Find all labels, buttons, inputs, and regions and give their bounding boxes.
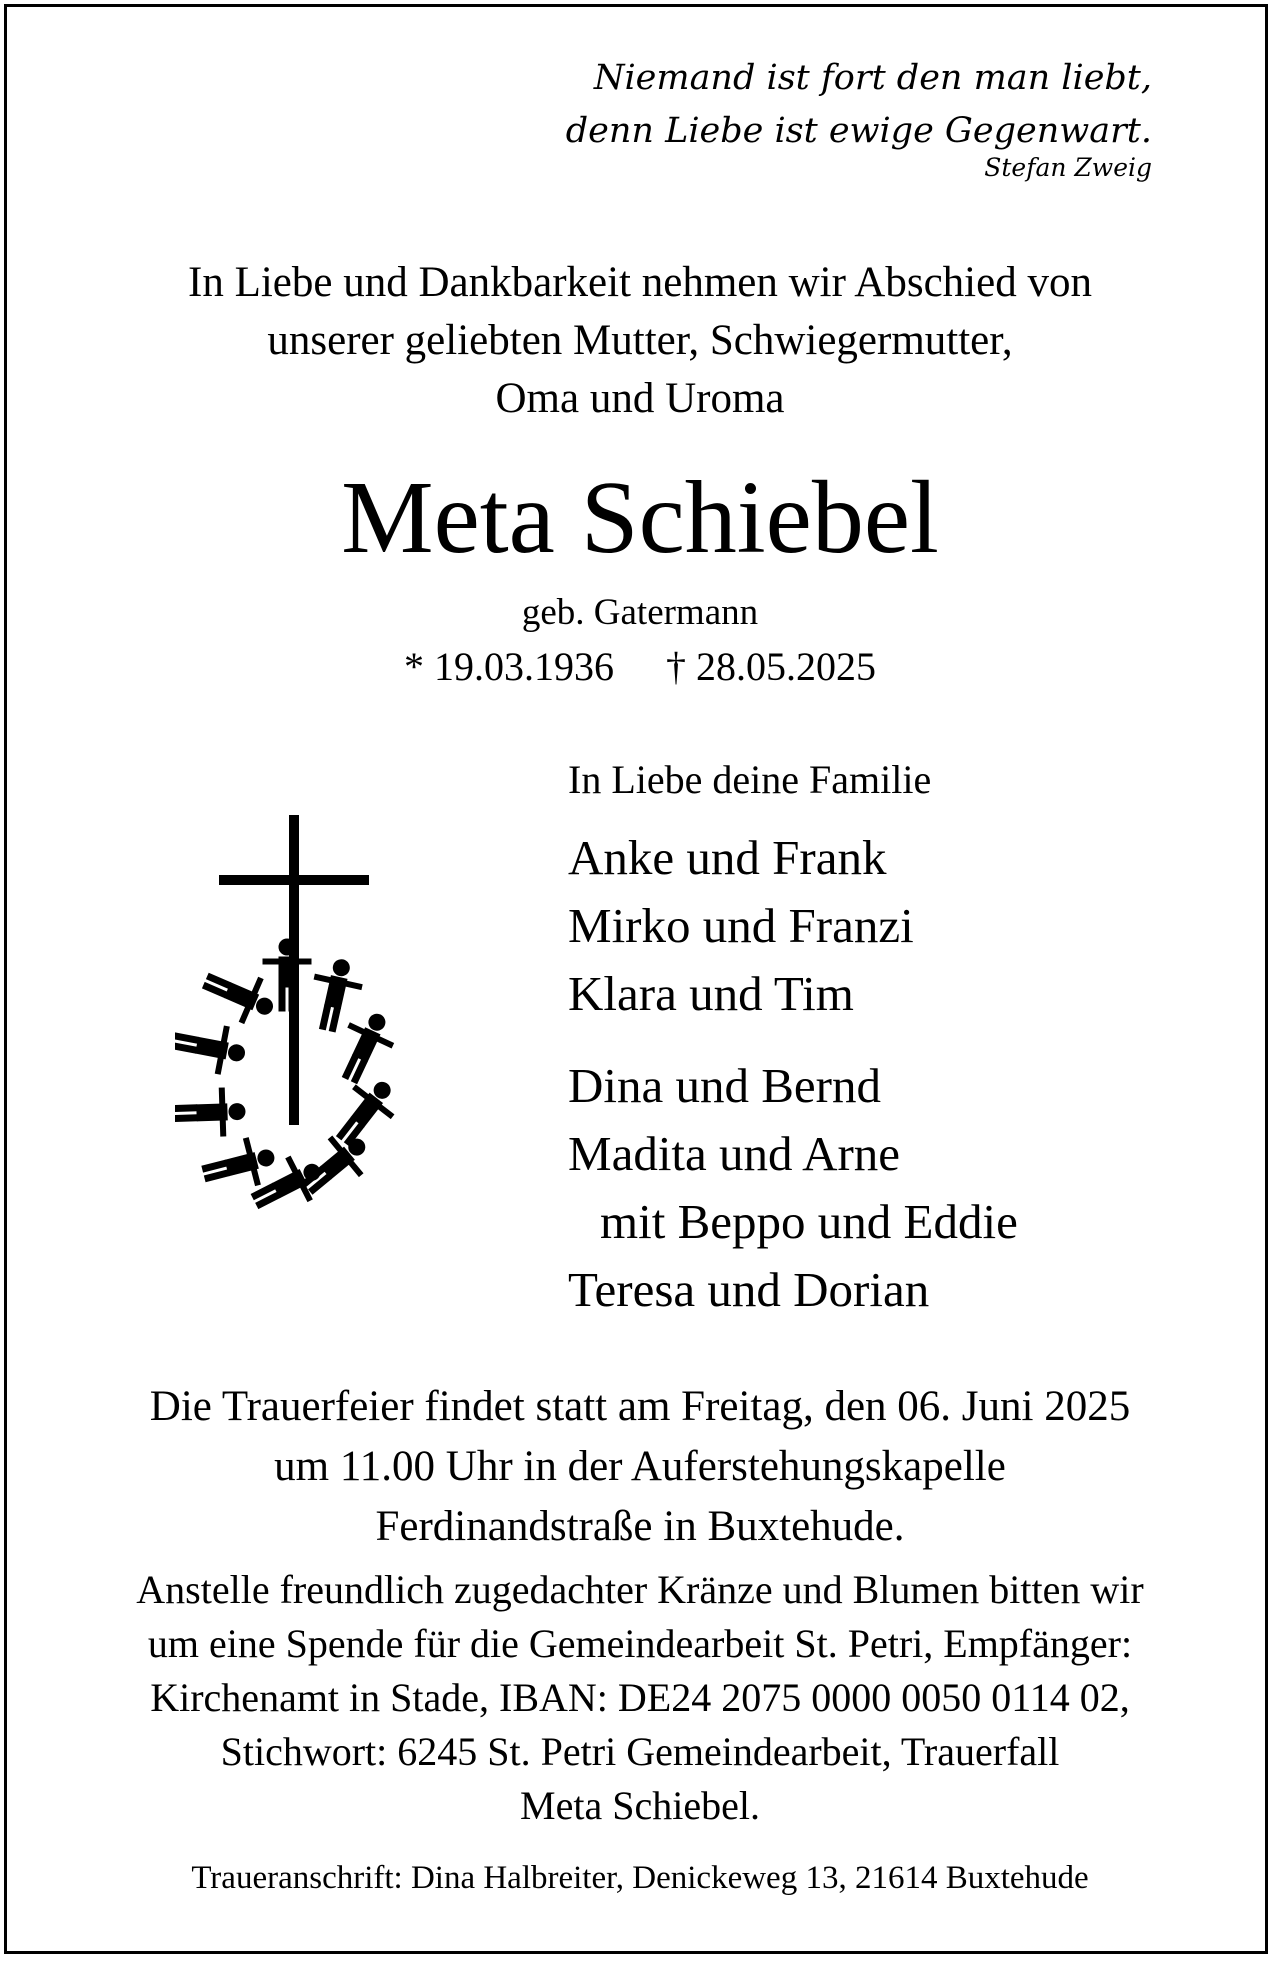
birth-name: geb. Gatermann <box>521 592 759 633</box>
quote <box>566 52 1152 158</box>
family-member: Mirko und Franzi <box>568 898 914 953</box>
donation-request <box>0 1563 1280 1833</box>
family-group-2 <box>568 1052 1018 1324</box>
ceremony-line: um 11.00 Uhr in der Auferstehungskapelle <box>274 1443 1006 1490</box>
family-member: Klara und Tim <box>568 966 854 1021</box>
cross-with-circle-of-people-icon <box>175 815 395 1260</box>
person-figure <box>175 1017 249 1078</box>
intro-text <box>0 254 1280 428</box>
donation-line: Anstelle freundlich zugedachter Kränze und Blumen bitten wir <box>136 1567 1144 1612</box>
quote-author: Stefan Zweig <box>984 153 1152 182</box>
birth-date: * 19.03.1936 <box>404 644 614 689</box>
family-member: Anke und Frank <box>568 830 887 885</box>
quote-line: denn Liebe ist ewige Gegenwart. <box>565 111 1152 151</box>
intro-line: In Liebe und Dankbarkeit nehmen wir Abschied von <box>188 259 1092 306</box>
life-dates <box>0 642 1280 692</box>
intro-line: Oma und Uroma <box>495 375 785 422</box>
donation-line: Meta Schiebel. <box>520 1783 760 1828</box>
family-member: mit Beppo und Eddie <box>600 1194 1018 1249</box>
donation-line: um eine Spende für die Gemeindearbeit St. Petri, Empfänger: <box>147 1621 1133 1666</box>
death-date: † 28.05.2025 <box>666 644 876 689</box>
person-figure <box>196 959 281 1032</box>
donation-line: Kirchenamt in Stade, IBAN: DE24 2075 0000 0050 0114 02, <box>150 1675 1130 1720</box>
person-figure <box>175 1087 246 1137</box>
quote-line: Niemand ist fort den man liebt, <box>593 58 1152 98</box>
person-figure <box>304 955 367 1036</box>
family-member: Dina und Bernd <box>568 1058 881 1113</box>
ceremony-info <box>0 1377 1280 1557</box>
family-member: Teresa und Dorian <box>568 1262 930 1317</box>
family-heading: In Liebe deine Familie <box>568 757 932 802</box>
mourning-address: Traueranschrift: Dina Halbreiter, Denickeweg 13, 21614 Buxtehude <box>191 1860 1089 1896</box>
intro-line: unserer geliebten Mutter, Schwiegermutter, <box>267 317 1013 364</box>
donation-line: Stichwort: 6245 St. Petri Gemeindearbeit, Trauerfall <box>220 1729 1060 1774</box>
deceased-name: Meta Schiebel <box>341 460 939 575</box>
ceremony-line: Ferdinandstraße in Buxtehude. <box>375 1503 905 1550</box>
family-member: Madita und Arne <box>568 1126 901 1181</box>
family-group-1 <box>568 824 914 1028</box>
ceremony-line: Die Trauerfeier findet statt am Freitag, den 06. Juni 2025 <box>149 1383 1131 1430</box>
